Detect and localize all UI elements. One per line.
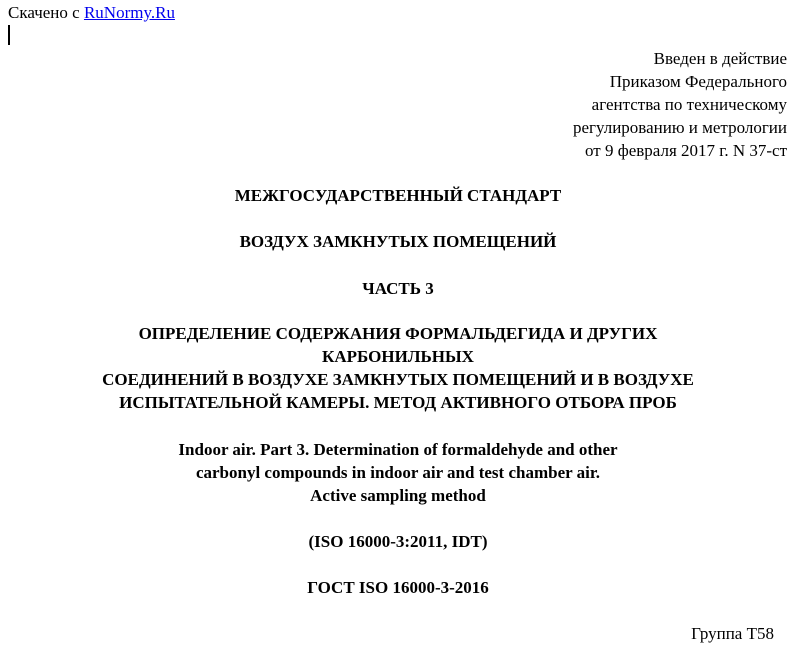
part-text: ЧАСТЬ 3: [362, 279, 434, 298]
standard-type-text: МЕЖГОСУДАРСТВЕННЫЙ СТАНДАРТ: [234, 186, 562, 205]
approval-line: регулированию и метрологии: [572, 118, 787, 137]
title-sub-line: СОЕДИНЕНИЙ В ВОЗДУХЕ ЗАМКНУТЫХ ПОМЕЩЕНИЙ И В ВОЗДУХЕ: [102, 370, 694, 389]
runormy-link[interactable]: RuNormy.Ru: [83, 3, 175, 22]
gost-designation-text: ГОСТ ISO 16000-3-2016: [307, 578, 489, 597]
title-sub-line: КАРБОНИЛЬНЫХ: [322, 347, 474, 366]
title-sub-line: ОПРЕДЕЛЕНИЕ СОДЕРЖАНИЯ ФОРМАЛЬДЕГИДА И ДРУГИХ: [138, 324, 658, 343]
approval-line: агентства по техническому: [591, 95, 787, 114]
standard-type-heading: [0, 185, 790, 207]
english-title-line: Indoor air. Part 3. Determination of formaldehyde and other: [178, 440, 618, 459]
approval-line: от 9 февраля 2017 г. N 37-ст: [584, 141, 787, 160]
approval-line: Приказом Федерального: [609, 72, 787, 91]
text-cursor: [8, 25, 10, 45]
part-heading: [0, 278, 790, 300]
title-main-text: ВОЗДУХ ЗАМКНУТЫХ ПОМЕЩЕНИЙ: [239, 232, 557, 251]
approval-line: Введен в действие: [653, 49, 787, 68]
iso-reference: [0, 531, 790, 553]
source-line: [8, 3, 175, 23]
source-prefix: Скачено с: [8, 3, 84, 22]
title-sub-heading: [0, 322, 790, 414]
gost-designation: [0, 577, 790, 599]
title-sub-line: ИСПЫТАТЕЛЬНОЙ КАМЕРЫ. МЕТОД АКТИВНОГО ОТБОРА ПРОБ: [119, 393, 677, 412]
title-main-heading: [0, 231, 790, 253]
english-title-line: Active sampling method: [310, 486, 486, 505]
english-title-heading: [0, 438, 790, 507]
english-title-line: carbonyl compounds in indoor air and test chamber air.: [195, 463, 601, 482]
group-code: Группа Т58: [691, 624, 774, 643]
iso-reference-text: (ISO 16000-3:2011, IDT): [308, 532, 488, 551]
approval-block: [573, 47, 787, 162]
